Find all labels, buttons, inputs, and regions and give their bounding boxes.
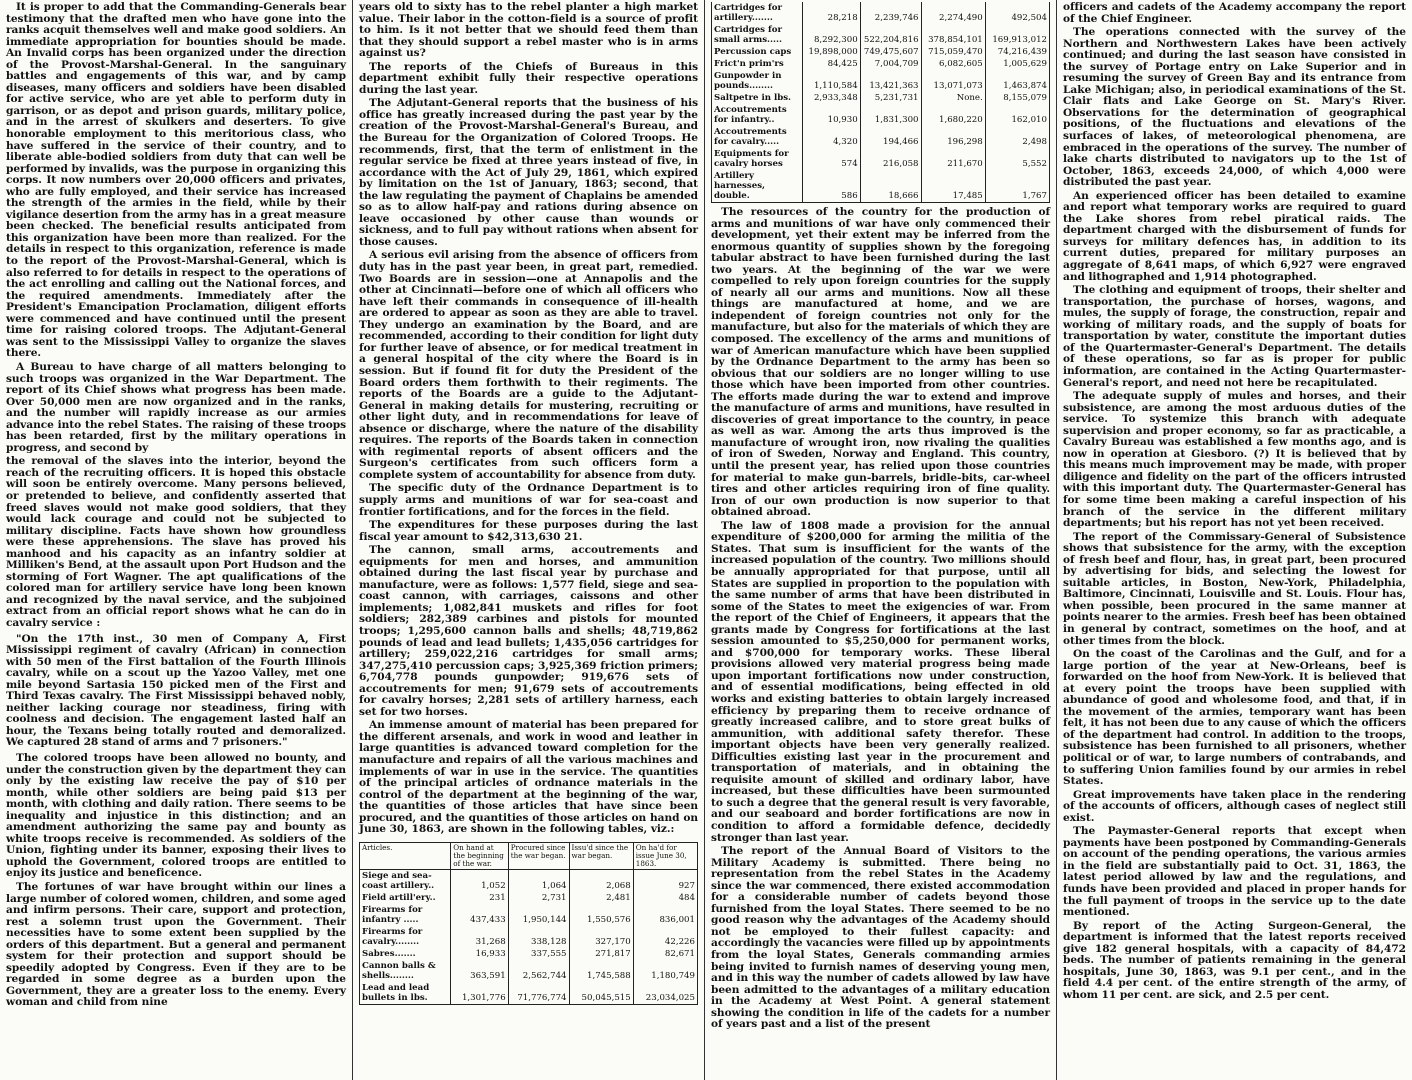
- paragraph: The reports of the Chiefs of Bureaus in this department exhibit fully their respective operations during the last year.: [359, 60, 698, 96]
- value-cell: 1,745,588: [569, 960, 633, 982]
- paragraph: It is proper to add that the Commanding-Generals bear testimony that the drafted men who have gone into the ranks acquit themselves well and make good soldiers. An immediate appropriation for bounties should be made. An Invalid corps has been organized under the direction of the Provost-Marshal-General. In the sanguinary battles and engagements of this war, and by camp diseases, many officers and soldiers have been disabled for active service, who are yet able to perform duty in garrison, or as depot and prison guards, military police, and in the arrest of skulkers and deserters. To give honorable employment to this meritorious class, who have suffered in the service of their country, and to liberate able-bodied soldiers from duty that can well be performed by invalids, was the purpose in organizing this corps. It now numbers over 20,000 officers and privates, who are fully employed, and their service has increased the strength of the armies in the field, while by their vigilance desertion from the army has in a great measure been checked. The beneficial results anticipated from this organization have been more than realized. For the details in respect to this organization, reference is made to the report of the Provost-Marshal-General, which is also referred to for details in respect to the operations of the act enrolling and calling out the National forces, and the required amendments. Immediately after the President's Emancipation Proclamation, diligent efforts were commenced and have continued until the present time for raising colored troops. The Adjutant-General was sent to the Mississippi Valley to organize the slaves there.: [6, 1, 346, 360]
- value-cell: 1,680,220: [921, 104, 985, 126]
- value-cell: 1,767: [985, 170, 1049, 203]
- paragraph: the removal of the slaves into the interior, beyond the reach of the recruiting officers. It is hoped this obstacle will soon be entirely overcome. Many persons believed, or pretended to believe, and confidently asserted that freed slaves would not make good soldiers, that they would lack courage and could not be subjected to military discipline. Facts have shown how groundless were these apprehensions. The slave has proved his manhood and his capacity as an infantry soldier at Milliken's Bend, at the assault upon Port Hudson and the storming of Fort Wagner. The apt qualifications of the colored man for artillery service have long been known and recognized by the naval service, and the subjoined extract from an official report shows what he can do in cavalry service :: [6, 455, 346, 629]
- value-cell: 1,831,300: [860, 104, 921, 126]
- row-label-cell: Cartridges for artillery.......: [712, 2, 803, 24]
- value-cell: 1,180,749: [633, 960, 697, 982]
- row-label-cell: Accoutrements for cavalry.....: [712, 126, 803, 148]
- value-cell: 169,913,012: [985, 24, 1049, 46]
- row-label-cell: Cartridges for small arms.....: [712, 24, 803, 46]
- row-label-cell: Saltpetre in lbs.: [712, 92, 803, 104]
- value-cell: 5,231,731: [860, 92, 921, 104]
- table-row: [360, 926, 698, 948]
- value-cell: 2,731: [508, 892, 569, 904]
- table-row: [712, 104, 1050, 126]
- paragraph: The resources of the country for the production of arms and munitions of war have only commenced their development, yet their extent may be inferred from the enormous quantity of supplies shown by the foregoing tabular abstract to have been furnished during the last two years. At the beginning of the war we were compelled to rely upon foreign countries for the supply of nearly all our arms and munitions. Now all these things are manufactured at home, and we are independent of foreign countries not only for the manufacture, but also for the materials of which they are composed. The excellency of the arms and munitions of war of American manufacture which have been supplied by the Ordnance Department to the army has been so obvious that our soldiers are no longer willing to use those which have been imported from other countries. The efforts made during the war to extend and improve the manufacture of arms and munitions, have resulted in discoveries of great importance to the country, in peace as well as war. Among the arts thus improved is the manufacture of wrought iron, now rivaling the qualities of iron of Sweden, Norway and England. This country, until the present year, has relied upon those countries for material to make gun-barrels, bridle-bits, car-wheel tires and other articles requiring iron of fine quality. Iron of our own production is now superior to that obtained abroad.: [711, 206, 1050, 519]
- table-row: [360, 982, 698, 1005]
- value-cell: 1,110,584: [803, 70, 860, 92]
- value-cell: 74,216,439: [985, 46, 1049, 58]
- table-header-cell: Issu'd since the war began.: [569, 842, 633, 869]
- value-cell: 484: [633, 892, 697, 904]
- value-cell: 715,059,470: [921, 46, 985, 58]
- table-header-cell: On ha'd for issue June 30, 1863.: [633, 842, 697, 869]
- row-label-cell: Gunpowder in pounds........: [712, 70, 803, 92]
- value-cell: 2,239,746: [860, 2, 921, 24]
- value-cell: 42,226: [633, 926, 697, 948]
- table-row: [712, 58, 1050, 70]
- value-cell: 5,552: [985, 148, 1049, 170]
- row-label-cell: Sabres.......: [360, 948, 451, 960]
- value-cell: 50,045,515: [569, 982, 633, 1005]
- value-cell: 216,058: [860, 148, 921, 170]
- value-cell: 836,001: [633, 904, 697, 926]
- value-cell: 23,034,025: [633, 982, 697, 1005]
- paragraph: An experienced officer has been detailed to examine and report what temporary works are required to guard the Lake shores from rebel piratical raids. The department charged with the disbursement of funds for surveys for military defences has, in addition to its current duties, prepared for military purposes an aggregate of 8,641 maps, of which 6,927 were engraved and lithographed and 1,914 photographed.: [1063, 189, 1406, 283]
- table-row: [712, 2, 1050, 24]
- value-cell: 211,670: [921, 148, 985, 170]
- value-cell: None.: [921, 92, 985, 104]
- row-label-cell: Field artill'ery..: [360, 892, 451, 904]
- table-row: [712, 70, 1050, 92]
- value-cell: 82,671: [633, 948, 697, 960]
- value-cell: 31,268: [451, 926, 508, 948]
- value-cell: 927: [633, 869, 697, 892]
- value-cell: 2,933,348: [803, 92, 860, 104]
- paragraph: "On the 17th inst., 30 men of Company A, First Mississippi regiment of cavalry (African) in connection with 50 men of the First battalion of the Fourth Illinois cavalry, while on a scout up the Yazoo Valley, met one mile beyond Sartasia 150 picked men of the First and Third Texas cavalry. The First Mississippi behaved nobly, neither lacking courage nor steadiness, firing with coolness and decision. The engagement lasted half an hour, the Texans being totally routed and demoralized. We captured 28 stand of arms and 7 prisoners.": [6, 632, 346, 749]
- value-cell: 1,052: [451, 869, 508, 892]
- row-label-cell: Firearms for cavalry........: [360, 926, 451, 948]
- paragraph: By report of the Acting Surgeon-General, the department is informed that the latest reports received give 182 general hospitals, with a capacity of 84,472 beds. The number of patients remaining in the general hospitals, June 30, 1863, was 9.1 per cent., and in the field 4.4 per cent. of the entire strength of the army, of whom 11 per cent. are sick, and 2.5 per cent.: [1063, 919, 1406, 1001]
- value-cell: 2,562,744: [508, 960, 569, 982]
- value-cell: 28,218: [803, 2, 860, 24]
- value-cell: 162,010: [985, 104, 1049, 126]
- ordnance-table-1: [359, 842, 698, 1005]
- row-label-cell: Frict'n prim'rs: [712, 58, 803, 70]
- paragraph: years old to sixty has to the rebel planter a high market value. Their labor in the cotton-field is a source of profit to him. Is it not better that we should feed them than that they should support a rebel master who is in arms against us?: [359, 1, 698, 60]
- paragraph: The Adjutant-General reports that the business of his office has greatly increased during the past year by the creation of the Provost-Marshal-General's Bureau, and the Bureau for the Organization of Colored Troops. He recommends, first, that the term of enlistment in the regular service be fixed at three years instead of five, in accordance with the Act of July 29, 1861, which expired by limitation on the 1st of January, 1863; second, that the law regulating the payment of Chaplains be amended so as to allow half-pay and rations during absence on leave occasioned by other cause than wounds or sickness, and to full pay without rations when absent for those causes.: [359, 97, 698, 248]
- paragraph: The expenditures for these purposes during the last fiscal year amount to $42,313,630 21.: [359, 519, 698, 543]
- paragraph: The fortunes of war have brought within our lines a large number of colored women, children, and some aged and infirm persons. Their care, support and protection, rest a solemn trust upon the Government. Their necessities have to some extent been supplied by the orders of this department. But a general and permanent system for their protection and support should be speedily adopted by Congress. Even if they are to be regarded in some degree as a burden upon the Government, they are a greater loss to the enemy. Every woman and child from nine: [6, 881, 346, 1009]
- paragraph: Great improvements have taken place in the rendering of the accounts of officers, although cases of neglect still exist.: [1063, 788, 1406, 824]
- table-row: [712, 24, 1050, 46]
- column-2: [352, 0, 704, 1080]
- table-row: [360, 892, 698, 904]
- row-label-cell: Artillery harnesses, double.: [712, 170, 803, 203]
- value-cell: 19,898,000: [803, 46, 860, 58]
- value-cell: 84,425: [803, 58, 860, 70]
- table-row: [360, 869, 698, 892]
- value-cell: 196,298: [921, 126, 985, 148]
- paragraph: officers and cadets of the Academy accompany the report of the Chief Engineer.: [1063, 1, 1406, 25]
- paragraph: The colored troops have been allowed no bounty, and under the construction given by the department they can only by the existing law receive the pay of $10 per month, while other soldiers are being paid $13 per month, with clothing and daily ration. There seems to be inequality and injustice in this distinction; and an amendment authorizing the same pay and bounty as white troops receive is recommended. As soldiers of the Union, fighting under its banner, exposing their lives to uphold the Government, colored troops are entitled to enjoy its justice and beneficence.: [6, 752, 346, 880]
- value-cell: 13,071,073: [921, 70, 985, 92]
- value-cell: 71,776,774: [508, 982, 569, 1005]
- value-cell: 231: [451, 892, 508, 904]
- paragraph: The clothing and equipment of troops, their shelter and transportation, the purchase of horses, wagons, and mules, the supply of forage, the construction, repair and working of military roads, and the supply of boats for transportation by water, constitute the important duties of the Quartermaster-General's Department. The details of these operations, so far as is proper for public information, are contained in the Acting Quartermaster-General's report, and need not here be recapitulated.: [1063, 284, 1406, 389]
- value-cell: 2,481: [569, 892, 633, 904]
- table-row: [360, 960, 698, 982]
- column-1: [0, 0, 352, 1080]
- row-label-cell: Siege and sea-coast artillery..: [360, 869, 451, 892]
- table-row: [712, 92, 1050, 104]
- table-row: [712, 170, 1050, 203]
- value-cell: 586: [803, 170, 860, 203]
- value-cell: 1,005,629: [985, 58, 1049, 70]
- table-row: [360, 948, 698, 960]
- value-cell: 363,591: [451, 960, 508, 982]
- column-3-text: [711, 207, 1050, 1031]
- row-label-cell: Cannon balls & shells........: [360, 960, 451, 982]
- value-cell: 7,004,709: [860, 58, 921, 70]
- paragraph: The law of 1808 made a provision for the annual expenditure of $200,000 for arming the militia of the States. That sum is insufficient for the wants of the increased population of the country. Two millions should be annually appropriated for that purpose, until all States are supplied in proportion to the population with the same number of arms that have been distributed in some of the States to meet the exigencies of war. From the report of the Chief of Engineers, it appears that the grants made by Congress for fortifications at the last session amounted to $5,250,000 for permanent works, and $700,000 for temporary works. These liberal provisions allowed very material progress being made upon important fortifications now under construction, and of essential modifications, being effected in old works and existing batteries to obtain largely increased efficiency by preparing them to receive ordnance of greatly increased calibre, and to store great bulks of ammunition, with additional safety therefor. These important objects have been very generally realized. Difficulties existing last year in the procurement and transportation of materials, and in obtaining the requisite amount of skilled and ordinary labor, have increased, but these difficulties have been surmounted to such a degree that the general result is very favorable, and our seaboard and border fortifications are now in condition to afford a formidable defence, decidedly stronger than last year.: [711, 519, 1050, 844]
- row-label-cell: Percussion caps: [712, 46, 803, 58]
- value-cell: 1,301,776: [451, 982, 508, 1005]
- row-label-cell: Firearms for infantry .....: [360, 904, 451, 926]
- paragraph: The specific duty of the Ordnance Department is to supply arms and munitions of war for sea-coast and frontier fortifications, and for the forces in the field.: [359, 482, 698, 518]
- value-cell: 338,128: [508, 926, 569, 948]
- paragraph: An immense amount of material has been prepared for the different arsenals, and work in wood and leather in large quantities is advanced toward completion for the manufacture and repairs of all the various machines and implements of war in use in the service. The quantities of the principal articles of ordnance materials in the control of the department at the beginning of the war, the quantities of those articles that have since been procured, and the quantities of those articles on hand on June 30, 1863, are shown in the following tables, viz.:: [359, 719, 698, 836]
- paragraph: The adequate supply of mules and horses, and their subsistence, are among the most arduous duties of the service. To systemize this branch with adequate supervision and proper economy, so far as practicable, a Cavalry Bureau was established a few months ago, and is now in operation at Giesboro. (?) It is believed that by this means much improvement may be made, with proper diligence and fidelity on the part of the officers intrusted with this important duty. The Quartermaster-General has for some time been making a careful inspection of his branch of the service in the different military departments; but his report has not yet been received.: [1063, 390, 1406, 530]
- table-header-row: [360, 842, 698, 869]
- table-header-cell: Articles.: [360, 842, 451, 869]
- table-header-cell: On hand at the beginning of the war.: [451, 842, 508, 869]
- value-cell: 8,292,300: [803, 24, 860, 46]
- column-4: [1056, 0, 1412, 1080]
- paragraph: The Paymaster-General reports that except when payments have been postponed by Commanding-Generals on account of the pending operations, the various armies in the field are substantially paid to Oct. 31, 1863, the latest period allowed by law and the regulations, and funds have been provided and placed in proper hands for the full payment of troops in the service up to the date mentioned.: [1063, 825, 1406, 919]
- row-label-cell: Lead and lead bullets in lbs.: [360, 982, 451, 1005]
- table-row: [712, 126, 1050, 148]
- value-cell: 2,274,490: [921, 2, 985, 24]
- value-cell: 2,498: [985, 126, 1049, 148]
- table-row: [712, 148, 1050, 170]
- table-row: [360, 904, 698, 926]
- ordnance-table-2: [711, 2, 1050, 203]
- column-3: [704, 0, 1056, 1080]
- value-cell: 1,950,144: [508, 904, 569, 926]
- value-cell: 522,204,816: [860, 24, 921, 46]
- value-cell: 4,320: [803, 126, 860, 148]
- paragraph: The cannon, small arms, accoutrements and equipments for men and horses, and ammunition obtained during the last fiscal year by purchase and manufacture, were as follows: 1,577 field, siege and sea-coast cannon, with carriages, caissons and other implements; 1,082,841 muskets and rifles for foot soldiers; 282,389 carbines and pistols for mounted troops; 1,295,600 cannon balls and shells; 48,719,862 pounds of lead and lead bullets; 1,435,056 cartridges for artillery; 259,022,216 cartridges for small arms; 347,275,410 percussion caps; 3,925,369 friction primers; 6,704,778 pounds gunpowder; 919,676 sets of accoutrements for men; 91,679 sets of accoutrements for cavalry horses; 2,281 sets of artillery harness, each set for two horses.: [359, 544, 698, 718]
- value-cell: 327,170: [569, 926, 633, 948]
- column-2-text: [359, 2, 698, 836]
- value-cell: 16,933: [451, 948, 508, 960]
- paragraph: On the coast of the Carolinas and the Gulf, and for a large portion of the year at New-Orleans, beef is forwarded on the hoof from New-York. It is believed that at every point the troops have been supplied with abundance of good and wholesome food, and that, if in the movement of the armies, temporary want has been felt, it has not been due to any cause of which the officers of the department had control. In addition to the troops, subsistence has been furnished to all prisoners, whether political or of war, to large numbers of contrabands, and to suffering Union families found by our armies in rebel States.: [1063, 648, 1406, 788]
- value-cell: 6,082,605: [921, 58, 985, 70]
- value-cell: 8,155,079: [985, 92, 1049, 104]
- paragraph: The operations connected with the survey of the Northern and Northwestern Lakes have been actively continued; and during the last season have consisted in the survey of Portage entry on Lake Superior and in resuming the survey of Green Bay and its entrance from Lake Michigan; also, in periodical examinations of the St. Clair flats and Lake George on St. Mary's River. Observations for the determination of geographical positions, of the fluctuations and elevations of the surfaces of lakes, of meteorological phenomena, are embraced in the operations of the survey. The number of lake charts distributed to navigators up to the 1st of October, 1863, exceeds 24,000, of which 4,000 were distributed the past year.: [1063, 26, 1406, 189]
- value-cell: 194,466: [860, 126, 921, 148]
- paragraph: The report of the Commissary-General of Subsistence shows that subsistence for the army, with the exception of fresh beef and flour, has, in great part, been procured by advertising for bids, and selecting the lowest for suitable articles, in Boston, New-York, Philadelphia, Baltimore, Cincinnati, Louisville and St. Louis. Flour has, when possible, been procured in the same manner at points nearer to the armies. Fresh beef has been obtained in general by contract, sometimes on the hoof, and at other times from the block.: [1063, 530, 1406, 647]
- table-row: [712, 46, 1050, 58]
- value-cell: 13,421,363: [860, 70, 921, 92]
- value-cell: 271,817: [569, 948, 633, 960]
- value-cell: 337,555: [508, 948, 569, 960]
- value-cell: 10,930: [803, 104, 860, 126]
- value-cell: 574: [803, 148, 860, 170]
- value-cell: 17,485: [921, 170, 985, 203]
- paragraph: The report of the Annual Board of Visitors to the Military Academy is submitted. There being no representation from the rebel States in the Academy since the war commenced, there existed accommodation for a considerable number of cadets beyond those furnished from the loyal States. There seemed to be no good reason why the advantages of the Academy should not be employed to their fullest capacity: and accordingly the vacancies were filled up by appointments from the loyal States, Generals commanding armies being invited to furnish names of deserving young men, and in this way the number of cadets allowed by law have been admitted to the advantages of a military education in the Academy at West Point. A general statement showing the condition in life of the cadets for a number of years past and a list of the present: [711, 845, 1050, 1031]
- value-cell: 1,064: [508, 869, 569, 892]
- row-label-cell: Equipments for cavalry horses: [712, 148, 803, 170]
- value-cell: 492,504: [985, 2, 1049, 24]
- paragraph: A Bureau to have charge of all matters belonging to such troops was organized in the War Department. The report of its Chief shows what progress has been made. Over 50,000 men are now organized and in the ranks, and the number will rapidly increase as our armies advance into the rebel States. The raising of these troops has been retarded, first by the military operations in progress, and second by: [6, 360, 346, 454]
- value-cell: 749,475,607: [860, 46, 921, 58]
- value-cell: 378,854,101: [921, 24, 985, 46]
- table-header-cell: Procured since the war began.: [508, 842, 569, 869]
- value-cell: 2,068: [569, 869, 633, 892]
- value-cell: 1,463,874: [985, 70, 1049, 92]
- value-cell: 1,550,576: [569, 904, 633, 926]
- paragraph: A serious evil arising from the absence of officers from duty has in the past year been, in great part, remedied. Two Boards are in session—one at Annapolis and the other at Cincinnati—before one of which all officers who have left their commands in consequence of ill-health are ordered to appear as soon as they are able to travel. They undergo an examination by the Board, and are recommended, according to their condition for light duty for further leave of absence, or for medical treatment in a general hospital of the city where the Board is in session. But if found fit for duty the President of the Board orders them forthwith to their regiments. The reports of the Boards are a guide to the Adjutant-General in making details for mustering, recruiting or other light duty, and in recommendations for leave of absence or discharge, where the nature of the disability requires. The reports of the Boards taken in connection with regimental reports of absent officers and the Surgeon's certificates from such officers form a complete system of accountability for absence from duty.: [359, 249, 698, 481]
- value-cell: 18,666: [860, 170, 921, 203]
- row-label-cell: Accoutrements for infantry..: [712, 104, 803, 126]
- value-cell: 437,433: [451, 904, 508, 926]
